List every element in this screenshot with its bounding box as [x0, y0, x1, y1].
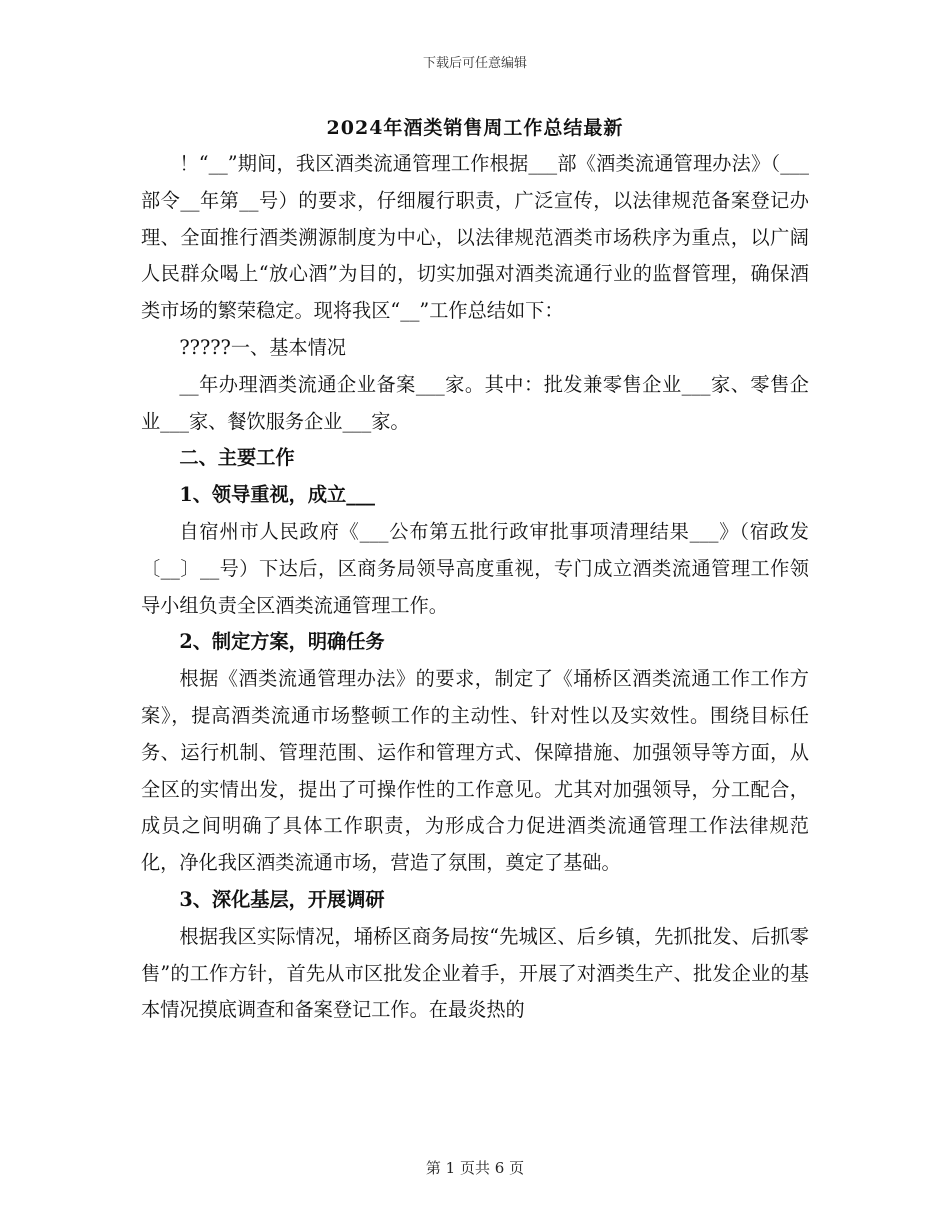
- header-note: 下载后可任意编辑: [422, 56, 527, 71]
- subheading-3: 3、深化基层，开展调研: [179, 887, 385, 911]
- paragraph-intro: ！“__”期间，我区酒类流通管理工作根据___部《酒类流通管理办法》（___部令__年第__号）的要求，仔细履行职责，广泛宣传，以法律规范备案登记办理、全面推行酒类溯源制度为中心，以法律规范酒类市场秩序为重点，以广阔人民群众喝上“放心酒”为目的，切实加强对酒类流通行业的监督管理，确保酒类市场的繁荣稳定。现将我区“__”工作总结如下：: [141, 152, 809, 323]
- section-2-heading: 二、主要工作: [179, 446, 295, 470]
- paragraph-section-1-heading: ?????一、基本情况: [179, 335, 346, 359]
- subheading-2: 2、制定方案，明确任务: [179, 630, 385, 654]
- paragraph-1: 自宿州市人民政府《___公布第五批行政审批事项清理结果___》（宿政发〔__〕__号）下达后，区商务局领导高度重视，专门成立酒类流通管理工作领导小组负责全区酒类流通管理工作。: [141, 519, 809, 617]
- paragraph-basic-info: __年办理酒类流通企业备案___家。其中：批发兼零售企业___家、零售企业___家、餐饮服务企业___家。: [141, 372, 809, 433]
- document-title: 2024年酒类销售周工作总结最新: [326, 117, 624, 139]
- document-body: [141, 146, 809, 1029]
- paragraph-3: 根据我区实际情况，埇桥区商务局按“先城区、后乡镇，先抓批发、后抓零售”的工作方针，首先从市区批发企业着手，开展了对酒类生产、批发企业的基本情况摸底调查和备案登记工作。在最炎热的: [141, 924, 809, 1022]
- paragraph-2: 根据《酒类流通管理办法》的要求，制定了《埇桥区酒类流通工作工作方案》，提高酒类流通市场整顿工作的主动性、针对性以及实效性。围绕目标任务、运行机制、管理范围、运作和管理方式、保障措施、加强领导等方面，从全区的实情出发，提出了可操作性的工作意见。尤其对加强领导，分工配合，成员之间明确了具体工作职责，为形成合力促进酒类流通管理工作法律规范化，净化我区酒类流通市场，营造了氛围，奠定了基础。: [141, 667, 809, 875]
- subheading-1: 1、领导重视，成立___: [179, 483, 376, 507]
- page-footer: 第 1 页共 6 页: [425, 1159, 525, 1177]
